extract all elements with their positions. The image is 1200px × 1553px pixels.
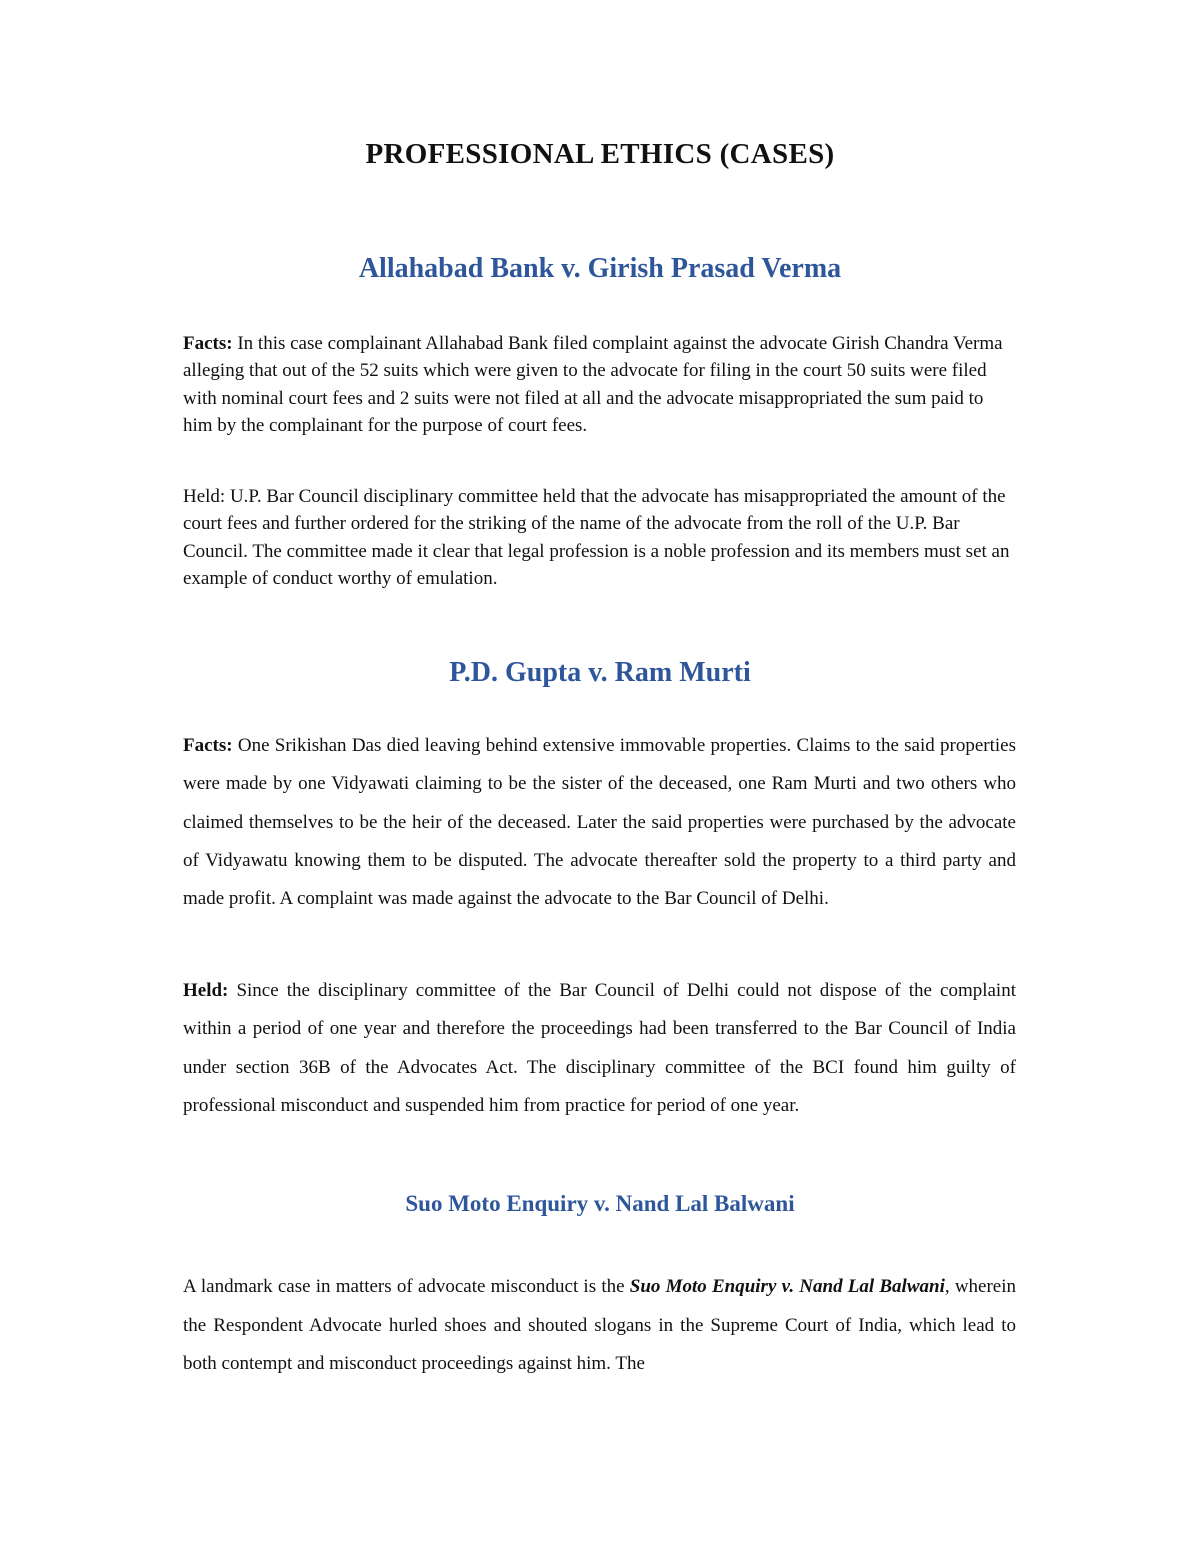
facts-text: One Srikishan Das died leaving behind extensive immovable properties. Claims to the said properties were made by one Vidyawati claiming to be the sister of the deceased, one Ram Murti and two others who claimed themselves to be the heir of the deceased. Later the said properties were purchased by the advocate of Vidyawatu knowing them to be disputed. The advocate thereafter sold the property to a third party and made profit. A complaint was made against the advocate to the Bar Council of Delhi.	[183, 735, 1016, 910]
case-2-held-paragraph	[183, 972, 1016, 1125]
facts-text: In this case complainant Allahabad Bank filed complaint against the advocate Girish Chandra Verma alleging that out of the 52 suits which were given to the advocate for filing in the court 50 suits were filed with nominal court fees and 2 suits were not filed at all and the advocate misappropriated the sum paid to him by the complainant for the purpose of court fees.	[183, 333, 1003, 437]
case-name-emphasis: Suo Moto Enquiry v. Nand Lal Balwani	[629, 1276, 945, 1297]
case-2-facts-paragraph	[183, 727, 1016, 918]
rest-text: , wherein the Respondent Advocate hurled shoes and shouted slogans in the Supreme Court of India, which lead to both contempt and misconduct proceedings against him. The	[183, 1276, 1017, 1375]
case-1-held-paragraph: Held: U.P. Bar Council disciplinary committee held that the advocate has misappropriated the amount of the court fees and further ordered for the striking of the name of the advocate from the roll of the U.P. Bar Council. The committee made it clear that legal profession is a noble profession and its members must set an example of conduct worthy of emulation.	[183, 486, 1010, 590]
held-label: Held:	[183, 980, 229, 1001]
case-1-facts-paragraph	[183, 330, 1016, 440]
case-heading-suo-moto: Suo Moto Enquiry v. Nand Lal Balwani	[405, 1191, 795, 1216]
intro-text: A landmark case in matters of advocate misconduct is the	[183, 1276, 630, 1297]
facts-label: Facts:	[183, 735, 233, 756]
facts-label: Facts:	[183, 333, 233, 354]
case-heading-pd-gupta: P.D. Gupta v. Ram Murti	[449, 657, 751, 688]
document-title: PROFESSIONAL ETHICS (CASES)	[365, 138, 835, 170]
case-3-intro-paragraph	[183, 1268, 1016, 1384]
case-heading-allahabad-bank: Allahabad Bank v. Girish Prasad Verma	[358, 253, 842, 284]
held-text: Since the disciplinary committee of the Bar Council of Delhi could not dispose of the complaint within a period of one year and therefore the proceedings had been transferred to the Bar Council of India under section 36B of the Advocates Act. The disciplinary committee of the BCI found him guilty of professional misconduct and suspended him from practice for period of one year.	[183, 980, 1016, 1116]
